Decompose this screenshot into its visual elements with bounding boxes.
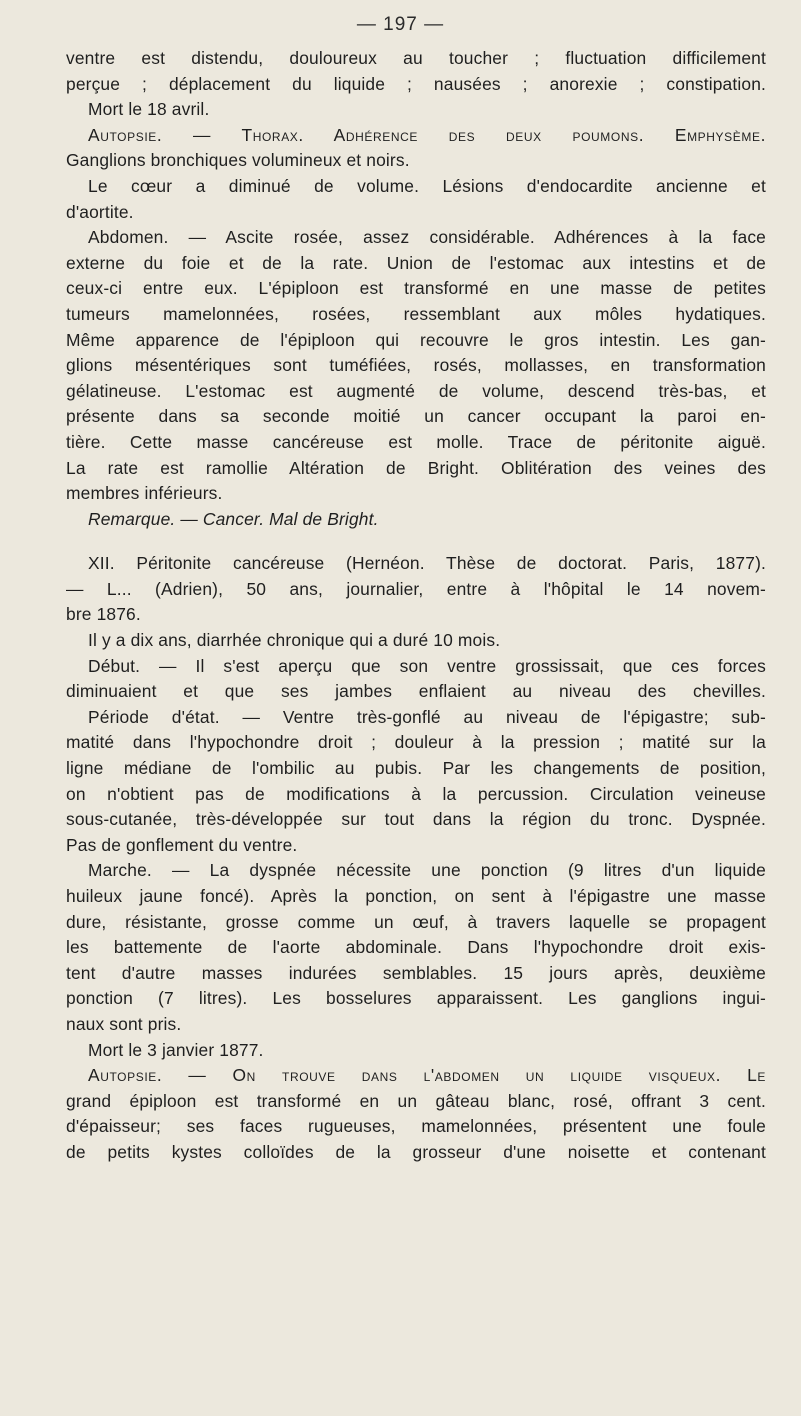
text-line: ceux-ci entre eux. L'épiploon est transformé en une masse de petites	[66, 278, 766, 299]
text-line: on n'obtient pas de modifications à la percussion. Circulation veineuse	[66, 783, 766, 804]
text-line: Ganglions bronchiques volumineux et noirs.	[66, 150, 410, 171]
text-line: Autopsie. — On trouve dans l'abdomen un liquide visqueux. Le	[88, 1065, 766, 1086]
text-line: ligne médiane de l'ombilic au pubis. Par les changements de position,	[66, 758, 766, 779]
text-line: ponction (7 litres). Les bosselures apparaissent. Les ganglions ingui-	[66, 988, 766, 1009]
text-line: Remarque. — Cancer. Mal de Bright.	[88, 508, 379, 529]
text-line: grand épiploon est transformé en un gâteau blanc, rosé, offrant 3 cent.	[66, 1090, 766, 1111]
text-line: huileux jaune foncé). Après la ponction, on sent à l'épigastre une masse	[66, 886, 766, 906]
page-body	[66, 46, 766, 1166]
text-line: matité dans l'hypochondre droit ; douleur à la pression ; matité sur la	[66, 732, 766, 753]
text-line: diminuaient et que ses jambes enflaient au niveau des chevilles.	[66, 681, 766, 702]
text-line: membres inférieurs.	[66, 483, 223, 504]
text-line: Même apparence de l'épiploon qui recouvre le gros intestin. Les gan-	[66, 329, 766, 350]
text-line: externe du foie et de la rate. Union de l'estomac aux intestins et de	[66, 252, 766, 273]
text-line: Mort le 3 janvier 1877.	[88, 1039, 264, 1060]
text-line: — L... (Adrien), 50 ans, journalier, entre à l'hôpital le 14 novem-	[66, 578, 766, 599]
text-line: tière. Cette masse cancéreuse est molle. Trace de péritonite aiguë.	[66, 431, 766, 452]
text-line: Mort le 18 avril.	[88, 99, 210, 120]
text-line: présente dans sa seconde moitié un cancer occupant la paroi en-	[66, 406, 766, 427]
text-line: Pas de gonflement du ventre.	[66, 834, 298, 855]
text-line: Il y a dix ans, diarrhée chronique qui a duré 10 mois.	[88, 630, 501, 651]
text-line: tumeurs mamelonnées, rosées, ressemblant aux môles hydatiques.	[66, 303, 766, 324]
text-line: Le cœur a diminué de volume. Lésions d'endocardite ancienne et	[88, 175, 766, 196]
text-line: d'aortite.	[66, 201, 134, 222]
text-line: de petits kystes colloïdes de la grosseur d'une noisette et contenant	[66, 1141, 766, 1162]
text-line: bre 1876.	[66, 604, 141, 625]
text-line: La rate est ramollie Altération de Bright. Oblitération des veines des	[66, 457, 766, 478]
text-line: ventre est distendu, douloureux au toucher ; fluctuation difficilement	[66, 48, 766, 68]
text-line: dure, résistante, grosse comme un œuf, à travers laquelle se propagent	[66, 911, 766, 932]
text-line: Début. — Il s'est aperçu que son ventre grossissait, que ces forces	[88, 655, 766, 676]
text-line: sous-cutanée, très-développée sur tout dans la région du tronc. Dyspnée.	[66, 809, 766, 830]
text-line: Marche. — La dyspnée nécessite une ponction (9 litres d'un liquide	[88, 860, 766, 881]
text-line: Autopsie. — Thorax. Adhérence des deux poumons. Emphysème.	[88, 124, 766, 145]
text-line: perçue ; déplacement du liquide ; nausées ; anorexie ; constipation.	[66, 73, 766, 94]
case-heading: XII. Péritonite cancéreuse (Hernéon. Thèse de doctorat. Paris, 1877).	[88, 553, 766, 574]
text-line: tent d'autre masses indurées semblables. 15 jours après, deuxième	[66, 962, 766, 983]
text-line: glions mésentériques sont tuméfiées, rosés, mollasses, en transformation	[66, 355, 766, 376]
text-line: naux sont pris.	[66, 1013, 182, 1034]
text-line: Période d'état. — Ventre très-gonflé au niveau de l'épigastre; sub-	[88, 706, 766, 727]
text-line: d'épaisseur; ses faces rugueuses, mamelonnées, présentent une foule	[66, 1116, 766, 1137]
text-line: Abdomen. — Ascite rosée, assez considérable. Adhérences à la face	[88, 227, 766, 248]
text-line: les battemente de l'aorte abdominale. Dans l'hypochondre droit exis-	[66, 937, 766, 958]
page-number: — 197 —	[356, 14, 445, 35]
text-line: gélatineuse. L'estomac est augmenté de volume, descend très-bas, et	[66, 380, 766, 401]
